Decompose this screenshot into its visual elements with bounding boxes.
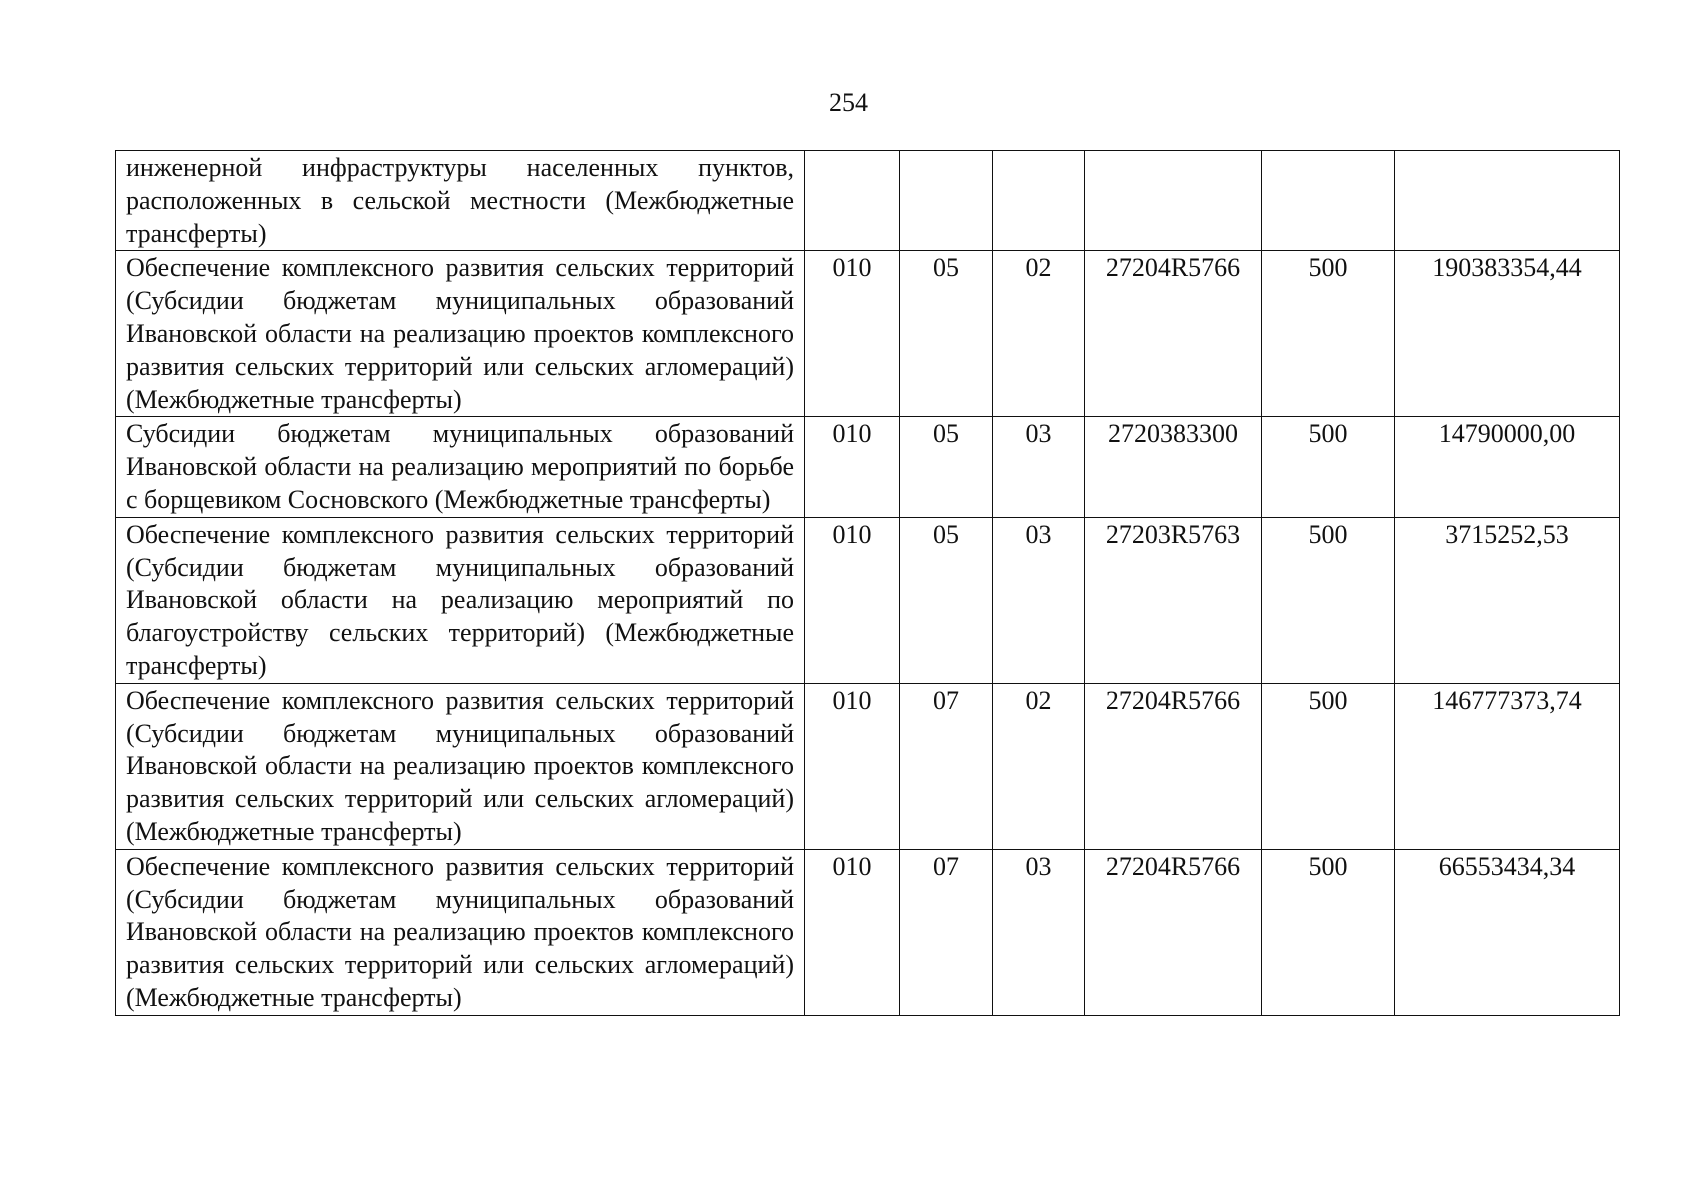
ministry-code: 010 bbox=[805, 251, 900, 417]
ministry-code bbox=[805, 151, 900, 251]
table-row bbox=[116, 517, 1620, 683]
target-article-code: 27204R5766 bbox=[1085, 849, 1262, 1015]
target-article-code: 27204R5766 bbox=[1085, 251, 1262, 417]
amount-value: 66553434,34 bbox=[1395, 849, 1620, 1015]
expense-type-code bbox=[1262, 151, 1395, 251]
expense-type-code: 500 bbox=[1262, 517, 1395, 683]
row-description: Обеспечение комплексного развития сельских территорий (Субсидии бюджетам муниципальных образований Ивановской области на реализацию проектов комплексного развития сельских территорий или сельских агломераций) (Межбюджетные трансферты) bbox=[116, 683, 805, 849]
expense-type-code: 500 bbox=[1262, 251, 1395, 417]
ministry-code: 010 bbox=[805, 683, 900, 849]
ministry-code: 010 bbox=[805, 417, 900, 517]
subsection-code: 02 bbox=[993, 683, 1085, 849]
table-row bbox=[116, 849, 1620, 1015]
subsection-code: 03 bbox=[993, 517, 1085, 683]
row-description: Обеспечение комплексного развития сельских территорий (Субсидии бюджетам муниципальных образований Ивановской области на реализацию мероприятий по благоустройству сельских территорий) (Межбюджетные трансферты) bbox=[116, 517, 805, 683]
expense-type-code: 500 bbox=[1262, 683, 1395, 849]
section-code: 07 bbox=[900, 849, 993, 1015]
table-row bbox=[116, 417, 1620, 517]
target-article-code: 27204R5766 bbox=[1085, 683, 1262, 849]
ministry-code: 010 bbox=[805, 517, 900, 683]
target-article-code: 27203R5763 bbox=[1085, 517, 1262, 683]
amount-value: 3715252,53 bbox=[1395, 517, 1620, 683]
table-row bbox=[116, 683, 1620, 849]
row-description: инженерной инфраструктуры населенных пунктов, расположенных в сельской местности (Межбюджетные трансферты) bbox=[116, 151, 805, 251]
amount-value: 190383354,44 bbox=[1395, 251, 1620, 417]
ministry-code: 010 bbox=[805, 849, 900, 1015]
subsection-code: 02 bbox=[993, 251, 1085, 417]
expense-type-code: 500 bbox=[1262, 417, 1395, 517]
target-article-code: 2720383300 bbox=[1085, 417, 1262, 517]
amount-value: 14790000,00 bbox=[1395, 417, 1620, 517]
budget-table bbox=[115, 150, 1620, 1016]
row-description: Обеспечение комплексного развития сельских территорий (Субсидии бюджетам муниципальных образований Ивановской области на реализацию проектов комплексного развития сельских территорий или сельских агломераций) (Межбюджетные трансферты) bbox=[116, 849, 805, 1015]
row-description: Субсидии бюджетам муниципальных образований Ивановской области на реализацию мероприятий по борьбе с борщевиком Сосновского (Межбюджетные трансферты) bbox=[116, 417, 805, 517]
expense-type-code: 500 bbox=[1262, 849, 1395, 1015]
section-code: 05 bbox=[900, 251, 993, 417]
target-article-code bbox=[1085, 151, 1262, 251]
table-row bbox=[116, 251, 1620, 417]
amount-value: 146777373,74 bbox=[1395, 683, 1620, 849]
table-row bbox=[116, 151, 1620, 251]
row-description: Обеспечение комплексного развития сельских территорий (Субсидии бюджетам муниципальных образований Ивановской области на реализацию проектов комплексного развития сельских территорий или сельских агломераций) (Межбюджетные трансферты) bbox=[116, 251, 805, 417]
subsection-code bbox=[993, 151, 1085, 251]
section-code bbox=[900, 151, 993, 251]
amount-value bbox=[1395, 151, 1620, 251]
section-code: 07 bbox=[900, 683, 993, 849]
section-code: 05 bbox=[900, 417, 993, 517]
page-number: 254 bbox=[829, 88, 868, 117]
subsection-code: 03 bbox=[993, 849, 1085, 1015]
subsection-code: 03 bbox=[993, 417, 1085, 517]
section-code: 05 bbox=[900, 517, 993, 683]
